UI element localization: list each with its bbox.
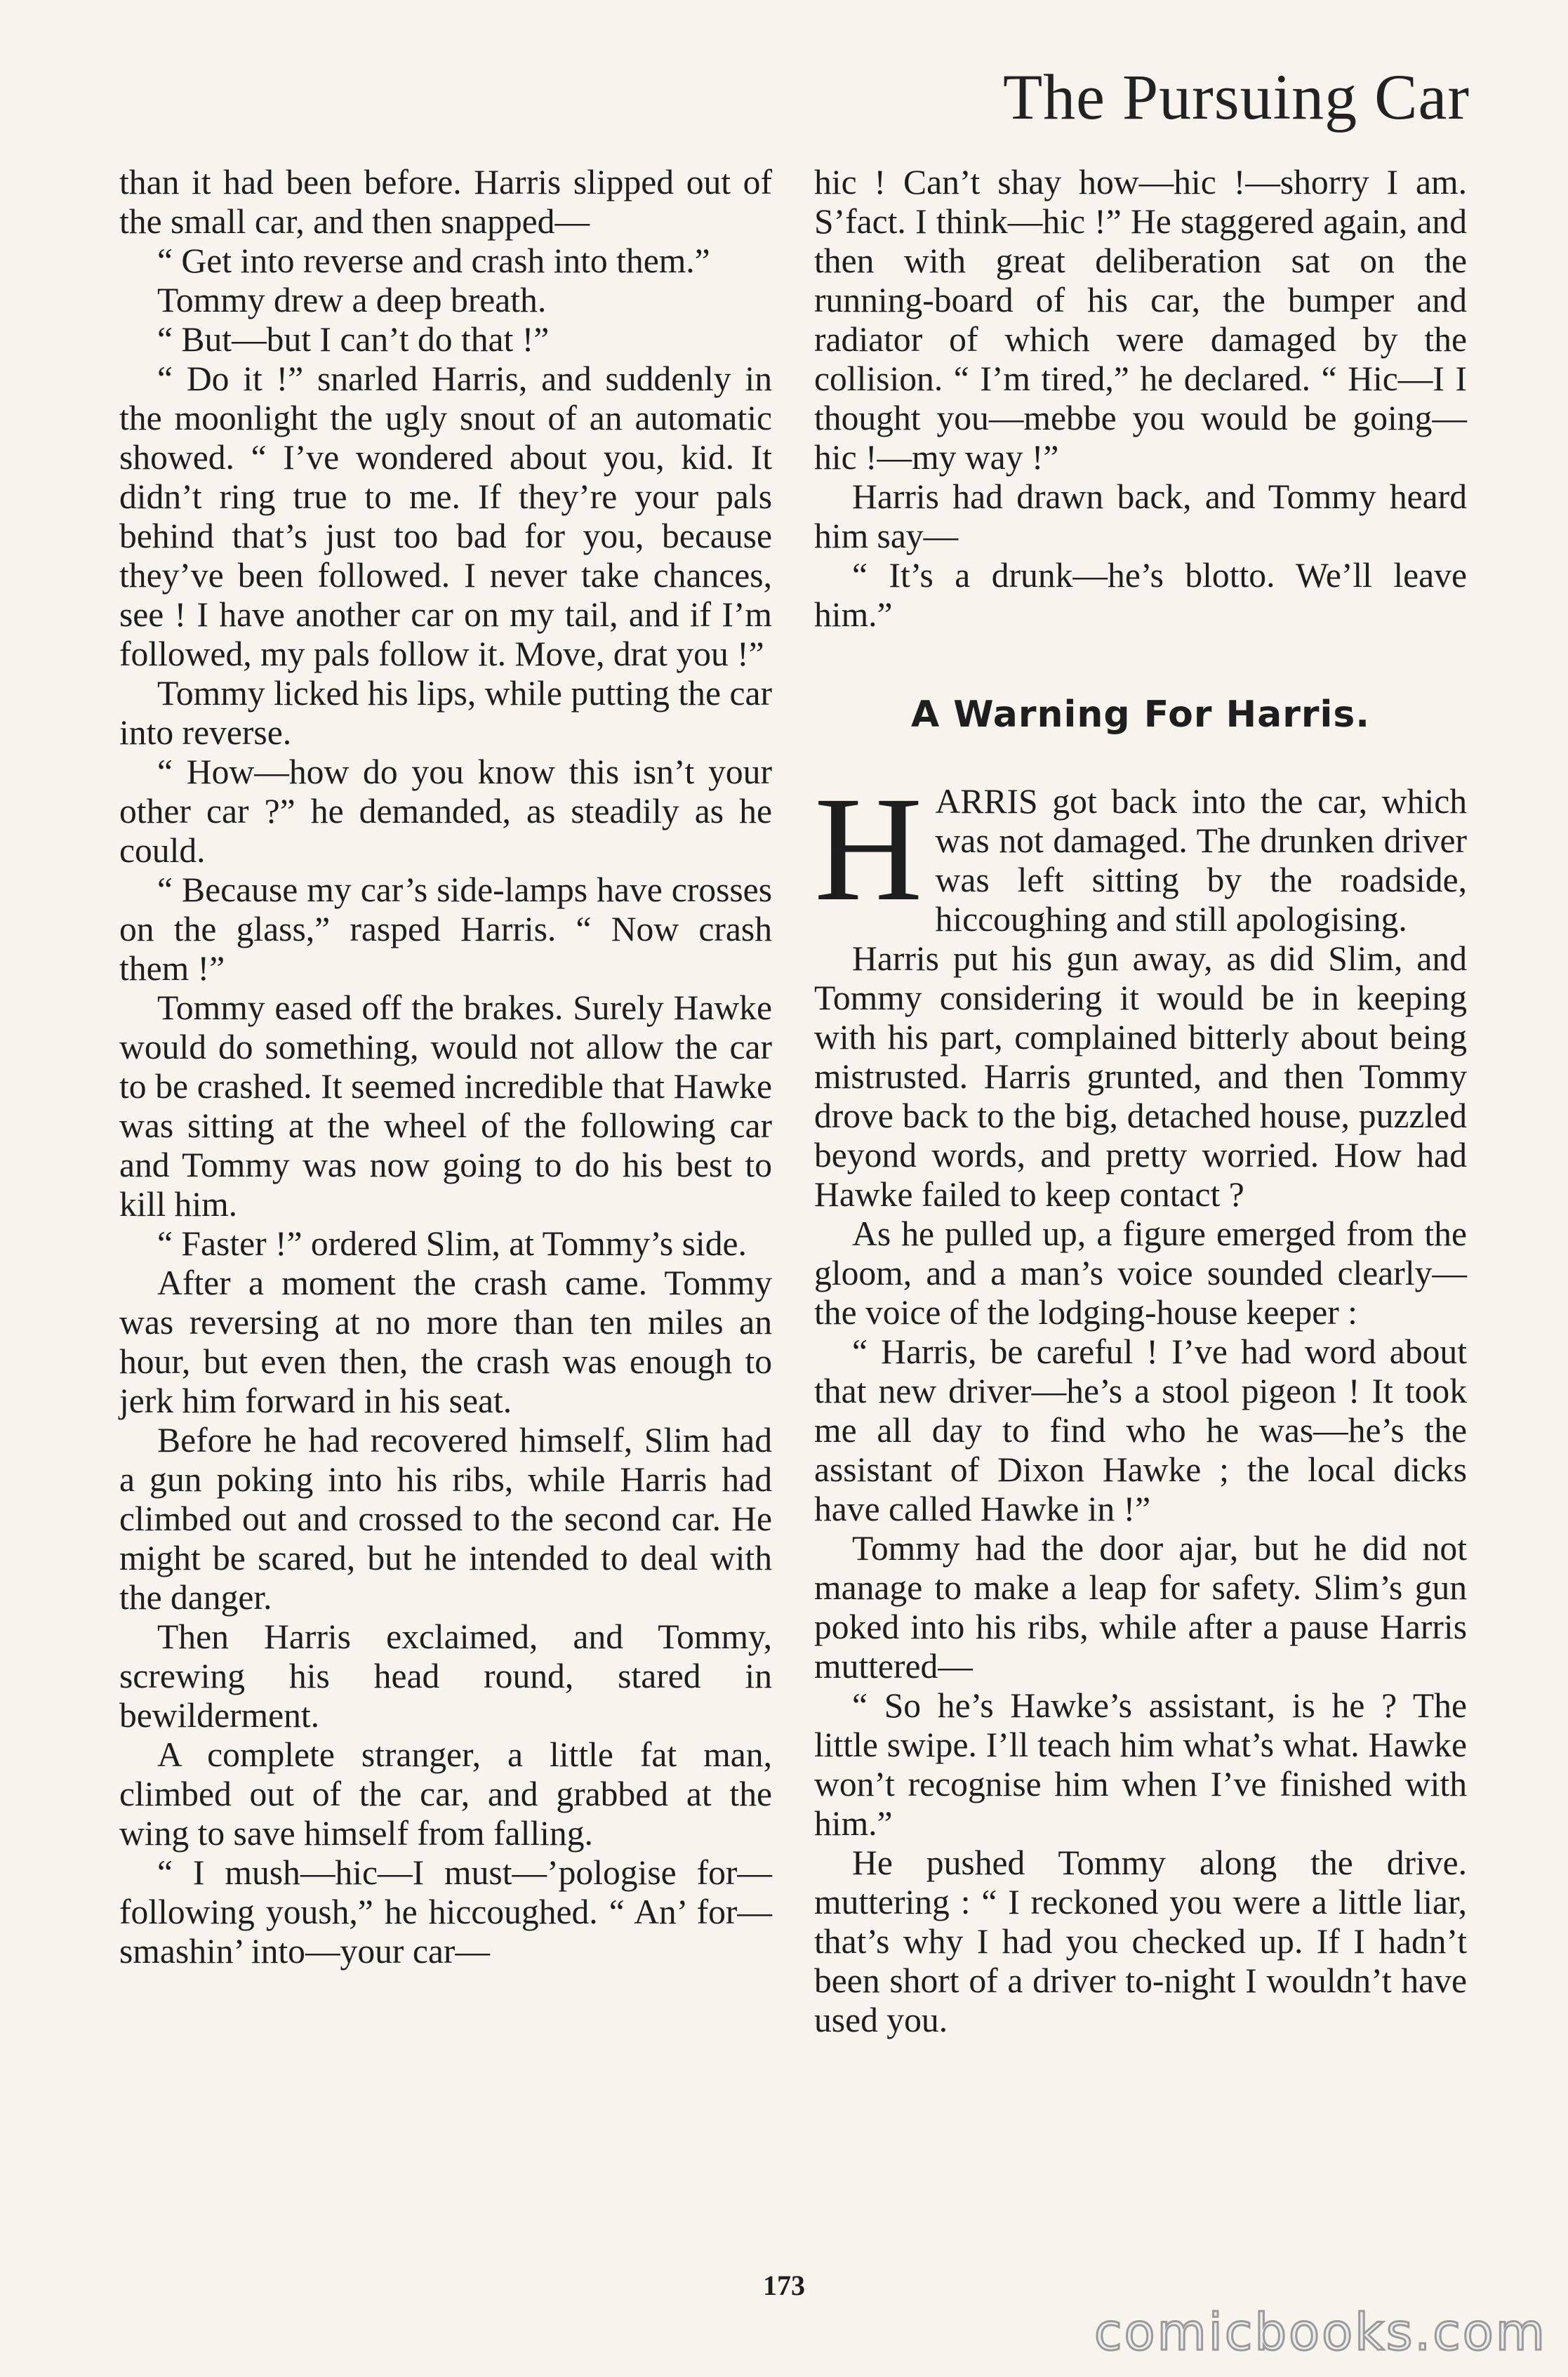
paragraph: “ Do it !” snarled Harris, and suddenly in the moonlight the ugly snout of an automatic showed. “ I’ve wondered about you, kid. It didn’t ring true to me. If they’re your pals behind that’s just too bad for you, because they’ve been followed. I never take chances, see ! I have another car on my tail, and if I’m followed, my pals follow it. Move, drat you !” bbox=[119, 359, 772, 673]
right-column bbox=[814, 163, 1467, 2040]
paragraph: Then Harris exclaimed, and Tommy, screwing his head round, stared in bewilderment. bbox=[119, 1617, 772, 1735]
paragraph: hic ! Can’t shay how—hic !—shorry I am. S’fact. I think—hic !” He staggered again, and then with great deliberation sat on the running-board of his car, the bumper and radiator of which were damaged by the collision. “ I’m tired,” he declared. “ Hic—I I thought you—mebbe you would be going—hic !—my way !” bbox=[814, 163, 1467, 477]
paragraph: Harris put his gun away, as did Slim, and Tommy considering it would be in keeping with his part, complained bitterly about being mistrusted. Harris grunted, and then Tommy drove back to the big, detached house, puzzled beyond words, and pretty worried. How had Hawke failed to keep contact ? bbox=[814, 939, 1467, 1214]
watermark: comicbooks.com bbox=[1094, 2303, 1547, 2362]
page-number: 173 bbox=[763, 2270, 805, 2301]
paragraph: “ It’s a drunk—he’s blotto. We’ll leave him.” bbox=[814, 556, 1467, 634]
paragraph: Before he had recovered himself, Slim had a gun poking into his ribs, while Harris had climbed out and crossed to the second car. He might be scared, but he intended to deal with the danger. bbox=[119, 1421, 772, 1617]
paragraph: Tommy had the door ajar, but he did not manage to make a leap for safety. Slim’s gun poked into his ribs, while after a pause Harris muttered— bbox=[814, 1529, 1467, 1686]
paragraph: Tommy drew a deep breath. bbox=[157, 281, 547, 319]
paragraph: “ Get into reverse and crash into them.” bbox=[157, 241, 710, 280]
paragraph: “ Because my car’s side-lamps have crosses on the glass,” rasped Harris. “ Now crash them !” bbox=[119, 870, 772, 988]
paragraph: “ I mush—hic—I must—’pologise for—following yoush,” he hiccoughed. “ An’ for—smashin’ into—your car— bbox=[119, 1853, 772, 1971]
paragraph: After a moment the crash came. Tommy was reversing at no more than ten miles an hour, but even then, the crash was enough to jerk him forward in his seat. bbox=[119, 1264, 772, 1420]
paragraph: Harris had drawn back, and Tommy heard him say— bbox=[814, 477, 1467, 555]
drop-cap-text: ARRIS got back into the car, which was not damaged. The drunken driver was left sitting by the roadside, hiccoughing and still apologising. bbox=[935, 782, 1467, 939]
paragraph: Tommy licked his lips, while putting the car into reverse. bbox=[119, 674, 772, 752]
paragraph: As he pulled up, a figure emerged from the gloom, and a man’s voice sounded clearly—the voice of the lodging-house keeper : bbox=[814, 1214, 1467, 1332]
paragraph: He pushed Tommy along the drive. muttering : “ I reckoned you were a little liar, that’s why I had you checked up. If I hadn’t been short of a driver to-night I wouldn’t have used you. bbox=[814, 1843, 1467, 2039]
section-heading: A Warning For Harris. bbox=[910, 694, 1371, 736]
paragraph: “ Harris, be careful ! I’ve had word about that new driver—he’s a stool pigeon ! It took me all day to find who he was—he’s the assistant of Dixon Hawke ; the local dicks have called Hawke in !” bbox=[814, 1332, 1467, 1528]
paragraph: than it had been before. Harris slipped out of the small car, and then snapped— bbox=[119, 163, 772, 241]
left-column bbox=[119, 163, 772, 1971]
paragraph: “ So he’s Hawke’s assistant, is he ? The little swipe. I’ll teach him what’s what. Hawke won’t recognise him when I’ve finished with him.” bbox=[814, 1686, 1467, 1843]
drop-cap-paragraph bbox=[814, 766, 1467, 939]
paragraph: “ Faster !” ordered Slim, at Tommy’s side. bbox=[157, 1224, 747, 1263]
paragraph: “ How—how do you know this isn’t your other car ?” he demanded, as steadily as he could. bbox=[119, 753, 772, 870]
page-title: The Pursuing Car bbox=[1002, 61, 1470, 133]
paragraph: A complete stranger, a little fat man, climbed out of the car, and grabbed at the wing to save himself from falling. bbox=[119, 1735, 772, 1853]
paragraph: Tommy eased off the brakes. Surely Hawke would do something, would not allow the car to be crashed. It seemed incredible that Hawke was sitting at the wheel of the following car and Tommy was now going to do his best to kill him. bbox=[119, 988, 772, 1224]
paragraph: “ But—but I can’t do that !” bbox=[157, 320, 550, 359]
drop-cap: H bbox=[814, 766, 923, 932]
